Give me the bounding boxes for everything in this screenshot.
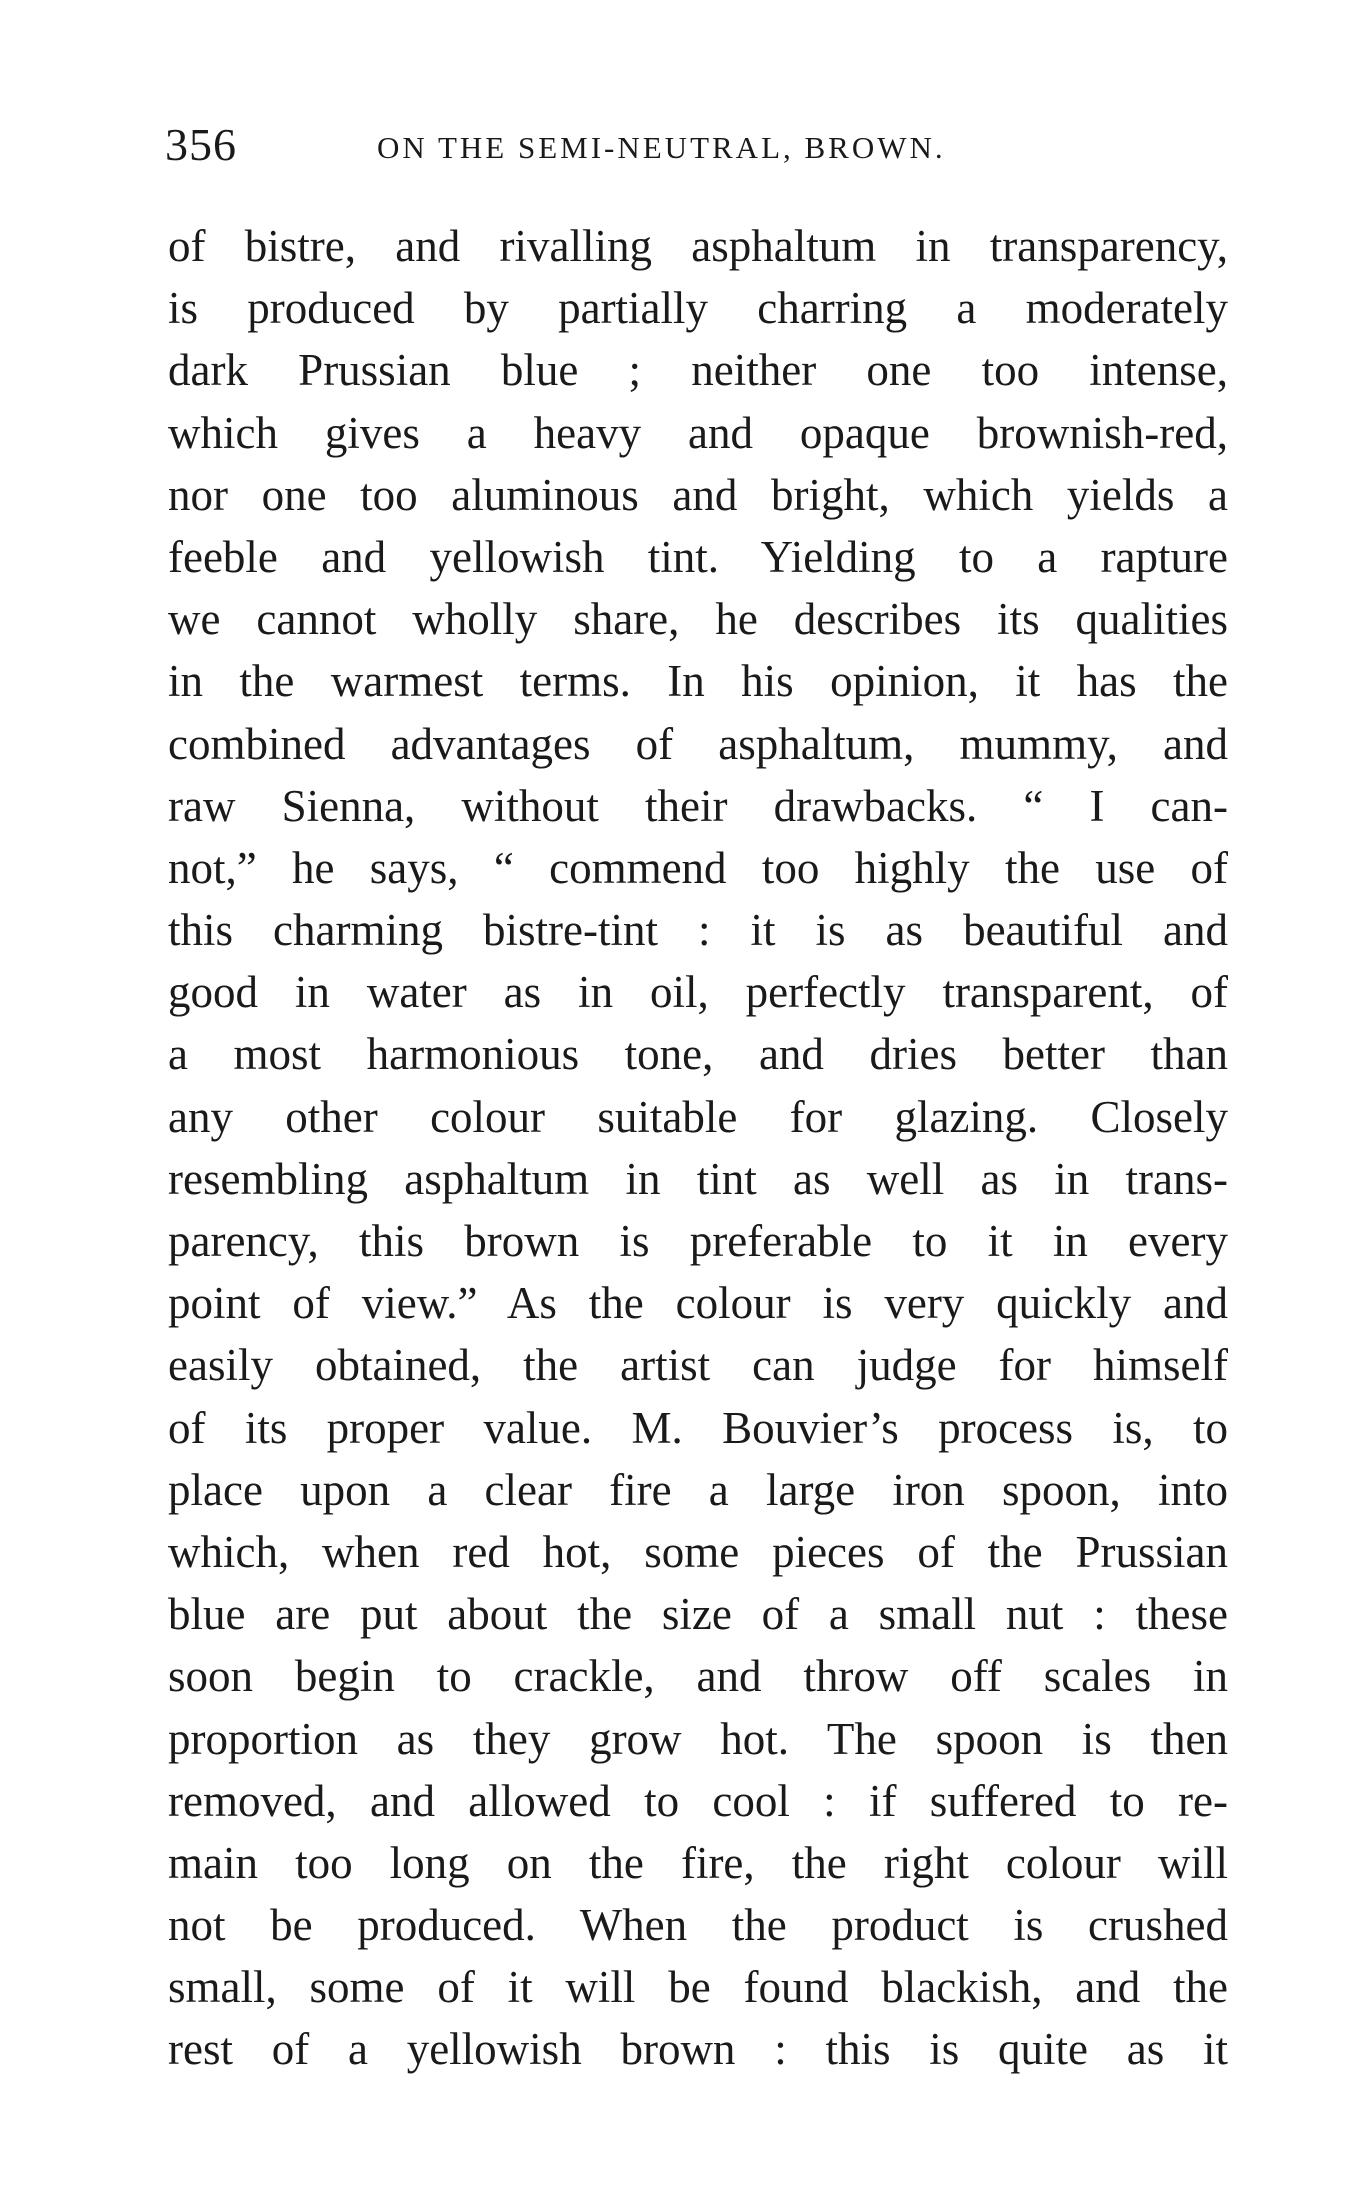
text-line: resembling asphaltum in tint as well as in trans- <box>168 1153 1228 1204</box>
running-title: ON THE SEMI-NEUTRAL, BROWN. <box>377 130 946 165</box>
text-line: of its proper value. M. Bouvier’s process is, to <box>168 1402 1228 1453</box>
text-line: of bistre, and rivalling asphaltum in transparency, <box>168 221 1228 271</box>
text-line: main too long on the fire, the right colour will <box>168 1837 1228 1888</box>
text-line: we cannot wholly share, he describes its qualities <box>168 594 1228 645</box>
body-text <box>168 215 1228 2081</box>
text-line: parency, this brown is preferable to it in every <box>168 1216 1228 1266</box>
text-line: good in water as in oil, perfectly transparent, of <box>168 967 1228 1018</box>
text-line: point of view.” As the colour is very quickly and <box>168 1278 1228 1329</box>
text-line: soon begin to crackle, and throw off scales in <box>168 1651 1228 1702</box>
text-line: not be produced. When the product is crushed <box>168 1900 1228 1951</box>
text-line: in the warmest terms. In his opinion, it has the <box>168 656 1228 707</box>
text-line: which gives a heavy and opaque brownish-red, <box>168 407 1228 458</box>
text-line: any other colour suitable for glazing. Closely <box>168 1091 1228 1142</box>
text-line: this charming bistre-tint : it is as beautiful and <box>168 905 1228 956</box>
text-line: blue are put about the size of a small nut : these <box>168 1589 1228 1640</box>
text-line: small, some of it will be found blackish, and the <box>168 1962 1228 2013</box>
text-line: not,” he says, “ commend too highly the use of <box>168 842 1228 893</box>
text-line: a most harmonious tone, and dries better than <box>168 1029 1228 1080</box>
text-line: place upon a clear fire a large iron spoon, into <box>168 1464 1228 1515</box>
text-line: feeble and yellowish tint. Yielding to a rapture <box>168 531 1228 582</box>
running-head <box>165 118 1225 178</box>
text-line: easily obtained, the artist can judge for himself <box>168 1340 1228 1391</box>
text-line: raw Sienna, without their drawbacks. “ I can- <box>168 780 1228 831</box>
text-line: dark Prussian blue ; neither one too intense, <box>168 345 1228 396</box>
text-line: nor one too aluminous and bright, which yields a <box>168 469 1228 520</box>
text-line: combined advantages of asphaltum, mummy, and <box>168 718 1228 769</box>
text-line: which, when red hot, some pieces of the Prussian <box>168 1526 1228 1577</box>
text-line: proportion as they grow hot. The spoon is then <box>168 1713 1228 1764</box>
page-number: 356 <box>165 119 237 170</box>
text-line: removed, and allowed to cool : if suffered to re- <box>168 1775 1228 1826</box>
text-line: rest of a yellowish brown : this is quite as it <box>168 2024 1228 2075</box>
text-line: is produced by partially charring a moderately <box>168 283 1228 334</box>
